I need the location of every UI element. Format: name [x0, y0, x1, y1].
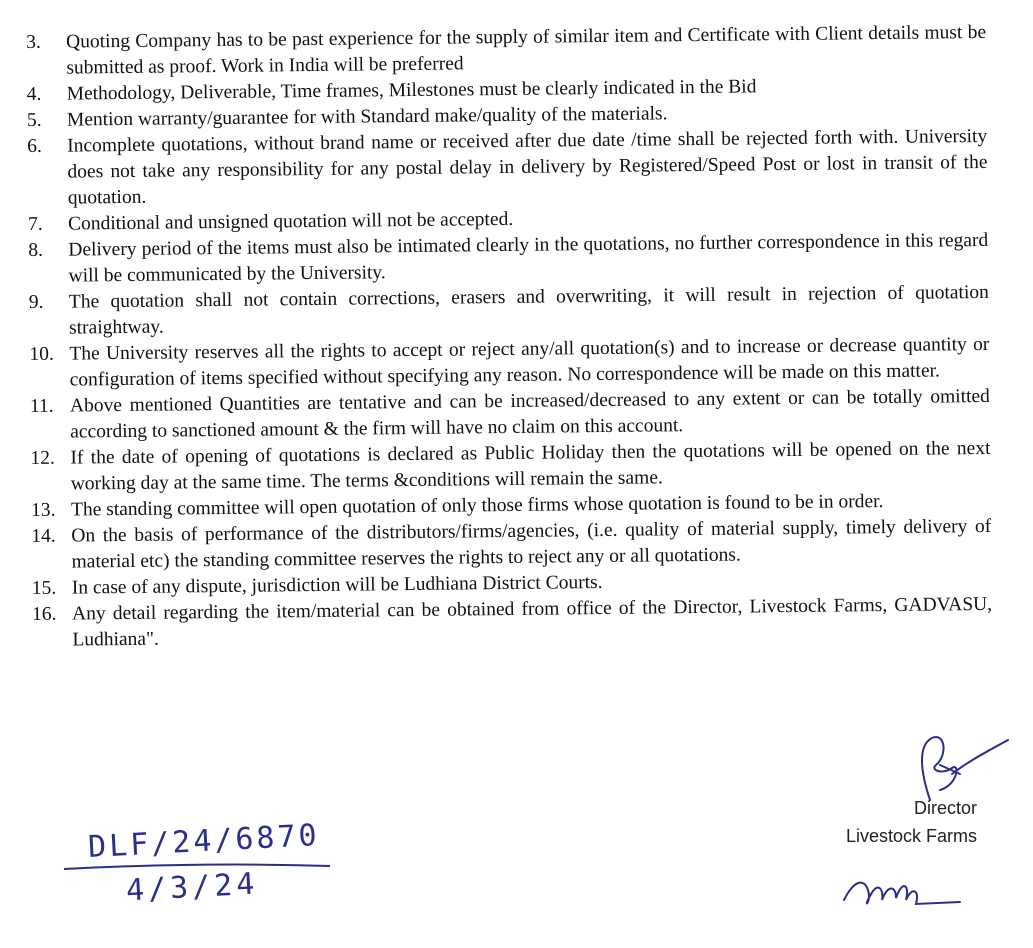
handwritten-date: 4/3/24 [125, 866, 260, 909]
term-text: Any detail regarding the item/material can be obtained from office of the Director, Livestock Farms, GADVASU, Ludhiana". [72, 593, 993, 651]
term-number: 7. [27, 213, 43, 235]
term-text: Delivery period of the items must also be intimated clearly in the quotations, no further correspondence in this regard will be communicated by the University. [68, 229, 989, 287]
term-number: 12. [30, 447, 55, 469]
term-number: 9. [28, 291, 44, 313]
term-number: 4. [26, 83, 42, 105]
initials-signature-scribble [840, 860, 970, 920]
term-item [32, 592, 992, 654]
signatory-title: Director [914, 798, 978, 818]
term-number: 8. [28, 239, 44, 261]
handwritten-reference-number: DLF/24/6870 [87, 817, 321, 866]
term-number: 3. [26, 31, 41, 53]
term-number: 13. [30, 499, 56, 521]
signatory-organization: Livestock Farms [846, 826, 978, 846]
term-text: Above mentioned Quantities are tentative and can be increased/decreased to any extent or can be totally omitted according to sanctioned amount & the firm will have no claim on this account. [69, 385, 990, 443]
term-number: 6. [27, 135, 42, 157]
term-number: 15. [31, 577, 57, 599]
signature-block [830, 730, 1020, 940]
term-number: 16. [32, 603, 57, 625]
term-text: Conditional and unsigned quotation will not be accepted. [67, 208, 514, 235]
term-text: Methodology, Deliverable, Time frames, Milestones must be clearly indicated in the Bid [66, 76, 757, 105]
term-number: 14. [31, 525, 56, 547]
term-text: Incomplete quotations, without brand name or received after due date /time shall be rejected forth with. University does not take any responsibility for any postal delay in delivery by Registered/Speed Post or lost in transit of the quotation. [67, 125, 988, 209]
term-text: The University reserves all the rights to accept or reject any/all quotation(s) and to increase or decrease quantity or configuration of items specified without specifying any reason. No correspondence will be made on this matter. [69, 333, 990, 391]
term-text: Quoting Company has to be past experience for the supply of similar item and Certificate with Client details must be submitted as proof. Work in India will be preferred [66, 21, 987, 79]
term-text: On the basis of performance of the distributors/firms/agencies, (i.e. quality of material supply, timely delivery of material etc) the standing committee reserves the rights to reject any or all quotations. [71, 515, 992, 573]
term-number: 5. [26, 109, 42, 131]
terms-list [26, 20, 992, 654]
term-text: If the date of opening of quotations is declared as Public Holiday then the quotations will be opened on the next working day at the same time. The terms &conditions will remain the same. [70, 437, 991, 495]
handwritten-reference-block [60, 817, 360, 940]
term-text: Mention warranty/guarantee for with Standard make/quality of the materials. [66, 103, 668, 131]
term-text: The standing committee will open quotation of only those firms whose quotation is found to be in order. [70, 491, 884, 521]
term-number: 10. [29, 343, 54, 365]
term-text: The quotation shall not contain corrections, erasers and overwriting, it will result in rejection of quotation straightway. [68, 281, 989, 339]
term-number: 11. [29, 395, 54, 417]
term-item [27, 124, 988, 212]
term-text: In case of any dispute, jurisdiction will be Ludhiana District Courts. [71, 571, 603, 599]
